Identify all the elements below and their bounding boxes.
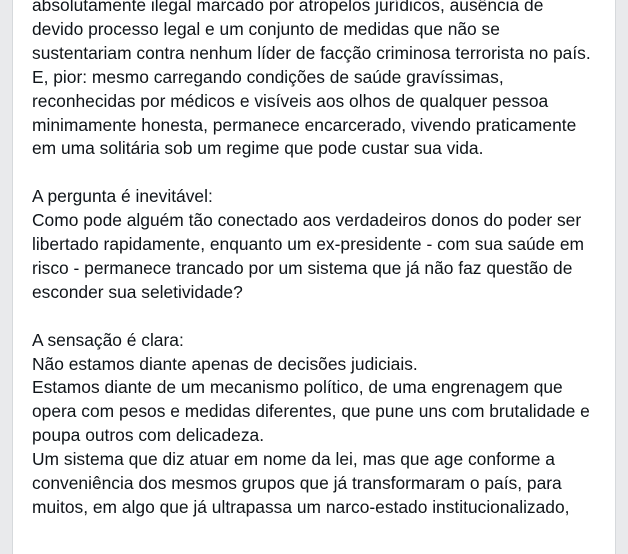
post-line: conveniência dos mesmos grupos que já transformaram o país, para [32,473,562,494]
post-line: minimamente honesta, permanece encarcerado, vivendo praticamente [32,114,577,135]
post-line: em uma solitária sob um regime que pode custar sua vida. [32,138,484,159]
post-line: muitos, em algo que já ultrapassa um narco-estado institucionalizado, [32,497,570,517]
post-paragraph [32,185,612,305]
post-line: Um sistema que diz atuar em nome da lei, mas que age conforme a [32,449,555,470]
post-line: libertado rapidamente, enquanto um ex-presidente - com sua saúde em [32,234,584,255]
post-line: A sensação é clara: [32,329,184,350]
post-paragraph [32,329,612,520]
post-line: reconhecidas por médicos e visíveis aos olhos de qualquer pessoa [32,90,549,111]
post-line: Estamos diante de um mecanismo político, de uma engrenagem que [32,377,563,398]
post-line: E, pior: mesmo carregando condições de saúde gravíssimas, [32,66,504,87]
post-line: poupa outros com delicadeza. [32,425,265,446]
post-line: opera com pesos e medidas diferentes, que pune uns com brutalidade e [32,401,590,422]
post-line: sustentariam contra nenhum líder de facção criminosa terrorista no país. [32,42,591,63]
post-line: risco - permanece trancado por um sistema que já não faz questão de [32,257,573,278]
post-card [12,0,616,554]
post-line: esconder sua seletividade? [32,281,243,302]
post-text [32,0,612,520]
post-line: Não estamos diante apenas de decisões judiciais. [32,353,418,374]
post-paragraph [32,0,612,161]
paragraph-spacer [32,305,612,329]
paragraph-spacer [32,161,612,185]
post-line: devido processo legal e um conjunto de medidas que não se [32,18,500,39]
post-line: absolutamente ilegal marcado por atropelos jurídicos, ausência de [32,0,544,15]
post-line: Como pode alguém tão conectado aos verdadeiros donos do poder ser [32,210,582,231]
post-line: A pergunta é inevitável: [32,186,213,207]
